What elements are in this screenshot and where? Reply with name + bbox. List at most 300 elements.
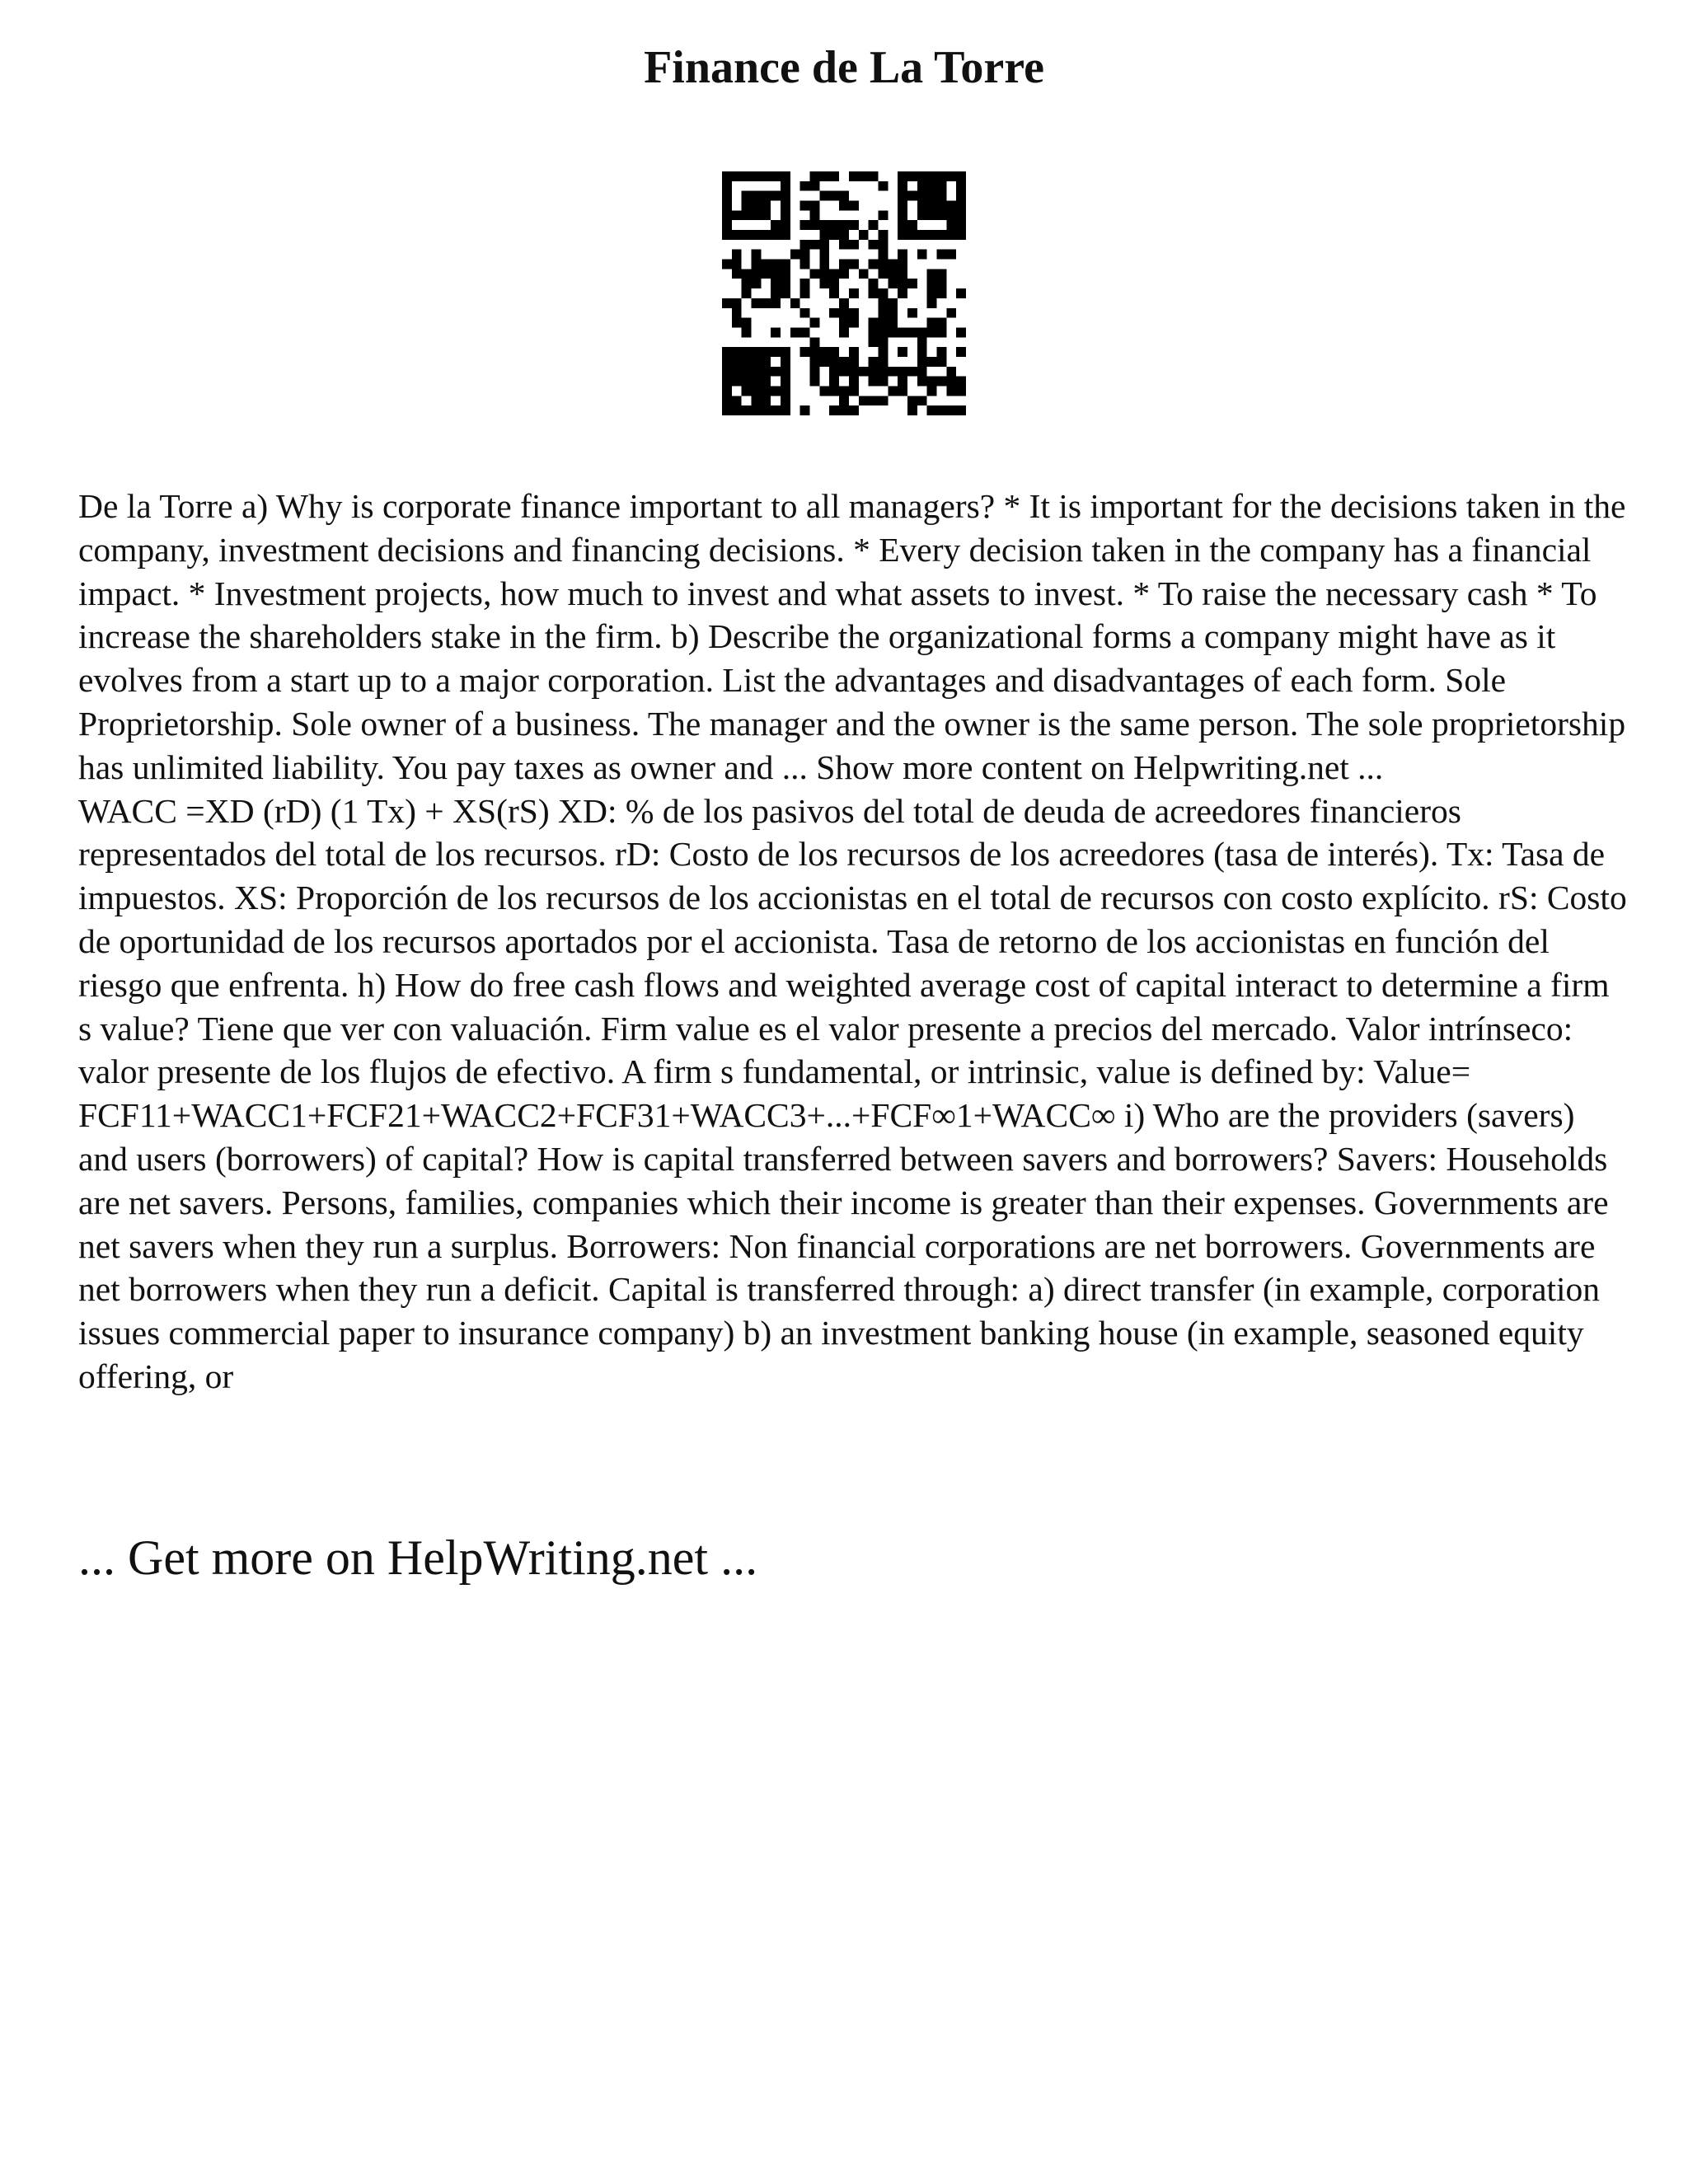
- qr-module: [781, 220, 790, 230]
- qr-module: [907, 367, 917, 377]
- qr-module: [898, 220, 907, 230]
- qr-module: [790, 250, 800, 260]
- qr-module: [800, 201, 810, 211]
- qr-module: [859, 367, 869, 377]
- qr-module: [869, 171, 879, 181]
- qr-module: [839, 269, 849, 279]
- qr-module: [722, 191, 732, 201]
- qr-module: [819, 191, 829, 201]
- qr-module: [829, 191, 839, 201]
- qr-module: [869, 396, 879, 405]
- qr-module: [917, 230, 927, 240]
- qr-module: [819, 220, 829, 230]
- qr-module: [927, 386, 937, 396]
- qr-module: [936, 269, 946, 279]
- qr-module: [790, 298, 800, 308]
- qr-module: [869, 288, 879, 298]
- qr-module: [849, 386, 859, 396]
- qr-module: [722, 396, 732, 405]
- qr-module: [917, 357, 927, 367]
- qr-module: [819, 171, 829, 181]
- qr-module: [849, 367, 859, 377]
- qr-module: [752, 405, 762, 415]
- qr-module: [917, 327, 927, 337]
- qr-module: [819, 269, 829, 279]
- qr-module: [800, 308, 810, 318]
- qr-module: [869, 357, 879, 367]
- qr-module: [956, 327, 966, 337]
- qr-module: [888, 308, 898, 318]
- qr-module: [859, 396, 869, 405]
- qr-module: [878, 377, 888, 387]
- qr-module: [956, 220, 966, 230]
- qr-module: [819, 250, 829, 260]
- qr-module: [722, 405, 732, 415]
- qr-module: [839, 367, 849, 377]
- qr-module: [917, 337, 927, 347]
- qr-module: [800, 250, 810, 260]
- qr-module: [810, 220, 820, 230]
- qr-module: [781, 279, 790, 288]
- qr-module: [742, 269, 752, 279]
- qr-module: [761, 377, 771, 387]
- qr-module: [761, 347, 771, 357]
- qr-module: [761, 357, 771, 367]
- qr-module: [742, 171, 752, 181]
- qr-module: [839, 327, 849, 337]
- paragraph-wacc: WACC =XD (rD) (1 Tx) + XS(rS) XD: % de los pasivos del total de deuda de acreedores financieros representados del total de los recursos. rD: Costo de los recursos de los acreedores (tasa de interés). Tx: Tasa de impuestos. XS: Proporción de los recursos de los accionistas en el total de recursos con costo explícito. rS: Costo de oportunidad de los recursos aportados por el accionista. Tasa de retorno de los accionistas en función del riesgo que enfrenta. h) How do free cash flows and weighted average cost of capital interact to determine a firm s value? Tiene que ver con valuación. Firm value es el valor presente a precios del mercado. Valor intrínseco: valor presente de los flujos de efectivo. A firm s fundamental, or intrinsic, value is defined by: Value= FCF11+WACC1+FCF21+WACC2+FCF31+WACC3+...+FCF∞1+WACC∞ i) Who are the providers (savers) and users (borrowers) of capital? How is capital transferred between savers and borrowers? Savers: Households are net savers. Persons, families, companies which their income is greater than their expenses. Governments are net savers when they run a surplus. Borrowers: Non financial corporations are net borrowers. Governments are net borrowers when they run a deficit. Capital is transferred through: a) direct transfer (in example, corporation issues commercial paper to insurance company) b) an investment banking house (in example, seasoned equity offering, or: [78, 791, 1627, 1395]
- document-title: Finance de La Torre: [644, 42, 1044, 93]
- qr-module: [761, 191, 771, 201]
- qr-module: [761, 405, 771, 415]
- qr-module: [907, 171, 917, 181]
- qr-module: [732, 405, 742, 415]
- qr-module: [829, 386, 839, 396]
- qr-module: [878, 210, 888, 220]
- qr-module: [800, 405, 810, 415]
- qr-module: [742, 357, 752, 367]
- qr-module: [732, 230, 742, 240]
- qr-module: [898, 386, 907, 396]
- qr-module: [722, 357, 732, 367]
- qr-module: [839, 220, 849, 230]
- qr-module: [752, 298, 762, 308]
- qr-module: [722, 181, 732, 191]
- qr-module: [849, 201, 859, 211]
- qr-module: [839, 357, 849, 367]
- qr-module: [752, 377, 762, 387]
- qr-module: [781, 201, 790, 211]
- qr-module: [917, 396, 927, 405]
- qr-module: [771, 260, 781, 269]
- qr-module: [819, 260, 829, 269]
- qr-module: [878, 337, 888, 347]
- qr-module: [722, 230, 732, 240]
- qr-module: [781, 210, 790, 220]
- qr-module: [888, 260, 898, 269]
- qr-module: [819, 230, 829, 240]
- qr-module: [839, 260, 849, 269]
- qr-module: [878, 260, 888, 269]
- qr-module: [859, 269, 869, 279]
- qr-module: [800, 347, 810, 357]
- qr-module: [742, 210, 752, 220]
- qr-module: [800, 279, 810, 288]
- qr-module: [742, 318, 752, 328]
- qr-module: [878, 396, 888, 405]
- qr-module: [927, 377, 937, 387]
- qr-module: [761, 210, 771, 220]
- qr-module: [917, 367, 927, 377]
- qr-module: [761, 298, 771, 308]
- qr-module: [869, 240, 879, 250]
- qr-module: [839, 191, 849, 201]
- qr-module: [752, 347, 762, 357]
- qr-module: [907, 230, 917, 240]
- qr-module: [829, 279, 839, 288]
- qr-module: [742, 377, 752, 387]
- qr-module: [829, 357, 839, 367]
- qr-module: [888, 327, 898, 337]
- qr-module: [849, 318, 859, 328]
- qr-module: [752, 279, 762, 288]
- qr-module: [771, 279, 781, 288]
- qr-module: [956, 201, 966, 211]
- qr-module: [878, 357, 888, 367]
- qr-module: [722, 201, 732, 211]
- qr-module: [752, 396, 762, 405]
- qr-module: [722, 210, 732, 220]
- qr-module: [781, 181, 790, 191]
- qr-module: [752, 191, 762, 201]
- qr-module: [781, 347, 790, 357]
- qr-module: [829, 230, 839, 240]
- qr-module: [946, 230, 956, 240]
- qr-module: [956, 347, 966, 357]
- qr-module: [761, 269, 771, 279]
- qr-module: [946, 210, 956, 220]
- qr-module: [810, 367, 820, 377]
- qr-module: [839, 298, 849, 308]
- qr-module: [956, 210, 966, 220]
- qr-code-graphic: [722, 171, 966, 415]
- qr-module: [732, 377, 742, 387]
- qr-module: [898, 260, 907, 269]
- qr-module: [898, 171, 907, 181]
- qr-module: [810, 240, 820, 250]
- qr-module: [888, 298, 898, 308]
- qr-module: [898, 377, 907, 387]
- qr-module: [761, 171, 771, 181]
- qr-module: [927, 269, 937, 279]
- qr-module: [800, 260, 810, 269]
- qr-module: [810, 318, 820, 328]
- qr-module: [819, 240, 829, 250]
- qr-module: [956, 377, 966, 387]
- qr-module: [800, 240, 810, 250]
- qr-module: [898, 250, 907, 260]
- qr-module: [936, 279, 946, 288]
- qr-module: [810, 347, 820, 357]
- qr-module: [936, 191, 946, 201]
- qr-module: [936, 250, 946, 260]
- qr-module: [888, 279, 898, 288]
- qr-module: [781, 377, 790, 387]
- qr-module: [771, 230, 781, 240]
- qr-module: [781, 171, 790, 181]
- qr-module: [732, 367, 742, 377]
- qr-module: [849, 405, 859, 415]
- qr-module: [742, 230, 752, 240]
- qr-module: [752, 357, 762, 367]
- qr-module: [829, 377, 839, 387]
- qr-module: [936, 318, 946, 328]
- qr-module: [907, 396, 917, 405]
- qr-module: [742, 386, 752, 396]
- qr-module: [936, 171, 946, 181]
- qr-module: [946, 405, 956, 415]
- qr-module: [800, 327, 810, 337]
- qr-module: [752, 269, 762, 279]
- qr-module: [898, 210, 907, 220]
- qr-module: [898, 181, 907, 191]
- qr-module: [869, 220, 879, 230]
- qr-module: [819, 357, 829, 367]
- qr-module: [722, 377, 732, 387]
- qr-module: [752, 171, 762, 181]
- qr-module: [839, 201, 849, 211]
- qr-module: [771, 269, 781, 279]
- qr-module: [898, 367, 907, 377]
- qr-module: [936, 288, 946, 298]
- qr-module: [917, 210, 927, 220]
- qr-module: [771, 347, 781, 357]
- qr-module: [752, 230, 762, 240]
- qr-module: [898, 201, 907, 211]
- qr-module: [917, 250, 927, 260]
- qr-module: [956, 230, 966, 240]
- qr-module: [927, 181, 937, 191]
- qr-module: [819, 279, 829, 288]
- qr-module: [810, 269, 820, 279]
- qr-module: [829, 308, 839, 318]
- qr-module: [839, 240, 849, 250]
- qr-module: [781, 288, 790, 298]
- qr-module: [771, 405, 781, 415]
- qr-module: [839, 405, 849, 415]
- qr-module: [771, 327, 781, 337]
- qr-module: [732, 347, 742, 357]
- qr-module: [771, 191, 781, 201]
- qr-module: [829, 269, 839, 279]
- qr-module: [819, 386, 829, 396]
- qr-code-icon: [722, 171, 966, 415]
- qr-module: [888, 367, 898, 377]
- qr-module: [732, 357, 742, 367]
- qr-module: [810, 171, 820, 181]
- qr-module: [849, 347, 859, 357]
- qr-module: [819, 347, 829, 357]
- qr-module: [936, 201, 946, 211]
- qr-module: [839, 318, 849, 328]
- qr-module: [742, 279, 752, 288]
- qr-module: [752, 250, 762, 260]
- qr-module: [898, 269, 907, 279]
- qr-module: [742, 201, 752, 211]
- qr-module: [849, 260, 859, 269]
- qr-module: [781, 260, 790, 269]
- qr-module: [946, 386, 956, 396]
- qr-module: [917, 181, 927, 191]
- qr-module: [781, 357, 790, 367]
- qr-module: [878, 367, 888, 377]
- qr-module: [936, 230, 946, 240]
- qr-module: [839, 386, 849, 396]
- qr-module: [732, 396, 742, 405]
- qr-module: [810, 201, 820, 211]
- qr-module: [927, 171, 937, 181]
- qr-module: [781, 230, 790, 240]
- qr-module: [761, 230, 771, 240]
- qr-module: [771, 171, 781, 181]
- qr-module: [878, 288, 888, 298]
- qr-module: [956, 288, 966, 298]
- qr-module: [810, 357, 820, 367]
- get-more-link[interactable]: ... Get more on HelpWriting.net ...: [78, 1530, 758, 1585]
- qr-module: [849, 288, 859, 298]
- qr-module: [927, 405, 937, 415]
- qr-module: [936, 181, 946, 191]
- qr-module: [917, 347, 927, 357]
- qr-module: [829, 288, 839, 298]
- qr-module: [722, 220, 732, 230]
- qr-module: [888, 318, 898, 328]
- qr-module: [722, 260, 732, 269]
- qr-module: [859, 230, 869, 240]
- qr-module: [849, 220, 859, 230]
- qr-module: [946, 220, 956, 230]
- qr-module: [927, 230, 937, 240]
- qr-module: [761, 396, 771, 405]
- qr-module: [810, 181, 820, 191]
- qr-module: [742, 405, 752, 415]
- qr-module: [810, 337, 820, 347]
- qr-module: [781, 405, 790, 415]
- qr-module: [781, 191, 790, 201]
- qr-module: [849, 308, 859, 318]
- qr-module: [878, 269, 888, 279]
- qr-module: [956, 386, 966, 396]
- qr-module: [849, 377, 859, 387]
- qr-module: [927, 210, 937, 220]
- qr-module: [869, 318, 879, 328]
- paragraph-intro: De la Torre a) Why is corporate finance important to all managers? * It is important for the decisions taken in the company, investment decisions and financing decisions. * Every decision taken in the company has a financial impact. * Investment projects, how much to invest and what assets to invest. * To raise the necessary cash * To increase the shareholders stake in the firm. b) Describe the organizational forms a company might have as it evolves from a start up to a major corporation. List the advantages and disadvantages of each form. Sole Proprietorship. Sole owner of a business. The manager and the owner is the same person. The sole proprietorship has unlimited liability. You pay taxes as owner and ... Show more content on Helpwriting.net ...: [78, 487, 1626, 786]
- qr-module: [946, 367, 956, 377]
- qr-module: [936, 347, 946, 357]
- qr-module: [781, 386, 790, 396]
- qr-module: [888, 386, 898, 396]
- qr-module: [810, 210, 820, 220]
- qr-module: [878, 250, 888, 260]
- qr-module: [771, 367, 781, 377]
- qr-module: [936, 357, 946, 367]
- qr-module: [936, 405, 946, 415]
- qr-module: [878, 327, 888, 337]
- qr-module: [888, 269, 898, 279]
- qr-module: [771, 220, 781, 230]
- qr-module: [771, 288, 781, 298]
- qr-module: [742, 367, 752, 377]
- qr-module: [869, 367, 879, 377]
- qr-module: [869, 279, 879, 288]
- qr-module: [898, 279, 907, 288]
- qr-module: [732, 171, 742, 181]
- qr-module: [878, 230, 888, 240]
- qr-module: [917, 201, 927, 211]
- qr-module: [752, 210, 762, 220]
- qr-module: [956, 171, 966, 181]
- qr-module: [839, 230, 849, 240]
- qr-module: [878, 347, 888, 357]
- qr-module: [869, 377, 879, 387]
- qr-module: [829, 367, 839, 377]
- qr-module: [781, 269, 790, 279]
- qr-module: [761, 201, 771, 211]
- qr-module: [898, 327, 907, 337]
- qr-module: [878, 308, 888, 318]
- qr-module: [771, 298, 781, 308]
- qr-module: [849, 357, 859, 367]
- qr-module: [810, 377, 820, 387]
- qr-module: [898, 347, 907, 357]
- qr-module: [722, 171, 732, 181]
- qr-module: [800, 181, 810, 191]
- qr-module: [907, 327, 917, 337]
- qr-module: [917, 191, 927, 201]
- qr-module: [946, 308, 956, 318]
- qr-module: [752, 386, 762, 396]
- qr-module: [927, 318, 937, 328]
- qr-module: [761, 260, 771, 269]
- qr-module: [878, 318, 888, 328]
- qr-module: [781, 396, 790, 405]
- qr-module: [732, 250, 742, 260]
- qr-module: [927, 191, 937, 201]
- qr-module: [742, 191, 752, 201]
- qr-module: [917, 377, 927, 387]
- qr-module: [956, 405, 966, 415]
- qr-module: [869, 327, 879, 337]
- qr-module: [800, 288, 810, 298]
- qr-module: [927, 327, 937, 337]
- qr-module: [927, 357, 937, 367]
- qr-module: [752, 201, 762, 211]
- qr-module: [907, 308, 917, 318]
- qr-module: [927, 288, 937, 298]
- qr-module: [781, 367, 790, 377]
- qr-module: [936, 210, 946, 220]
- qr-module: [752, 260, 762, 269]
- qr-module: [946, 201, 956, 211]
- qr-module: [829, 171, 839, 181]
- qr-module: [732, 260, 742, 269]
- qr-module: [771, 386, 781, 396]
- qr-module: [898, 288, 907, 298]
- qr-module: [946, 377, 956, 387]
- qr-module: [742, 327, 752, 337]
- qr-module: [849, 171, 859, 181]
- qr-module: [878, 298, 888, 308]
